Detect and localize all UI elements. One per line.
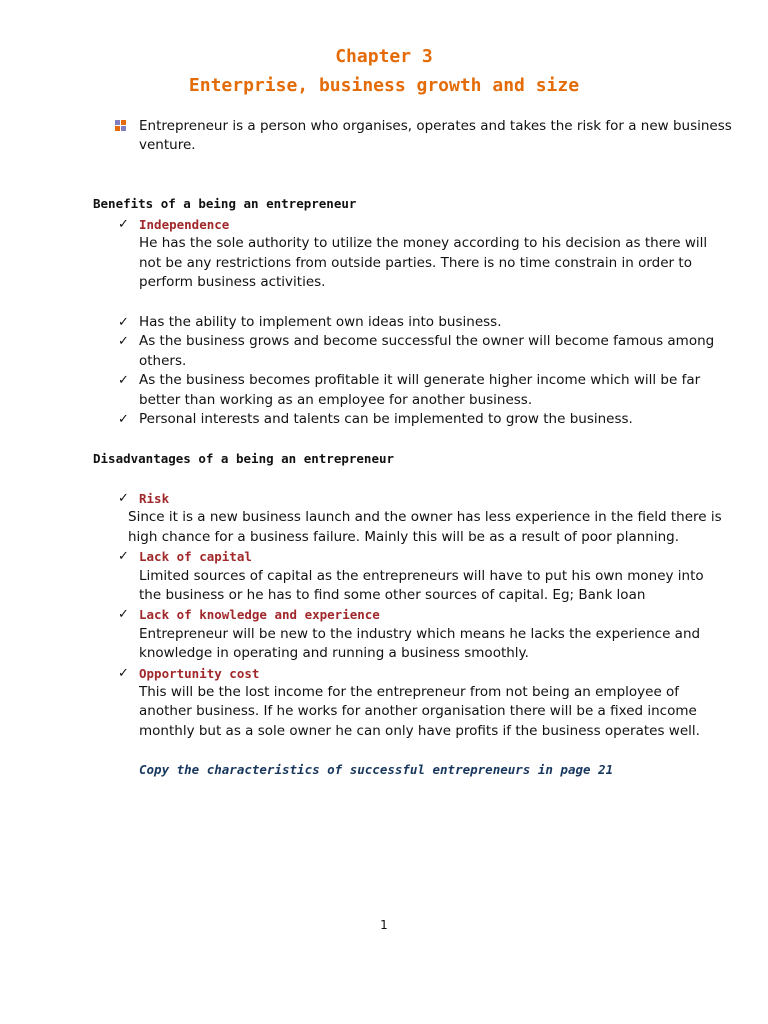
checkmark-icon: ✓ xyxy=(118,607,129,623)
disadvantages-heading: Disadvantages of a being an entrepreneur xyxy=(93,451,395,466)
puzzle-bullet-icon xyxy=(115,120,126,131)
item-text: This will be the lost income for the entrepreneur from not being an employee of another business. If he works for another organisation there will be a fixed income monthly but as a sole owner he can only have profits if the business operates well. xyxy=(139,684,700,739)
item-title: Lack of knowledge and experience xyxy=(139,607,380,623)
item-text: Entrepreneur will be new to the industry which means he lacks the experience and knowledge in operating and running a business smoothly. xyxy=(139,625,701,662)
instruction-note: Copy the characteristics of successful entrepreneurs in page 21 xyxy=(139,762,614,777)
chapter-number: Chapter 3 xyxy=(335,46,433,67)
checkmark-icon: ✓ xyxy=(118,549,129,565)
list-item xyxy=(118,215,728,293)
checkmark-icon: ✓ xyxy=(118,315,129,330)
checkmark-icon: ✓ xyxy=(118,491,129,506)
list-item xyxy=(118,664,728,742)
list-item xyxy=(118,410,728,429)
intro-bullet xyxy=(115,117,735,156)
item-text: Since it is a new business launch and the owner has less experience in the field there is high chance for a business failure. Mainly this will be as a result of poor planning. xyxy=(128,509,722,545)
item-text: He has the sole authority to utilize the money according to his decision as there will not be any restrictions from outside parties. There is no time constrain in order to perform business activities. xyxy=(139,235,708,291)
list-item xyxy=(118,332,728,371)
intro-text: Entrepreneur is a person who organises, operates and takes the risk for a new business venture. xyxy=(139,118,732,154)
list-item xyxy=(118,605,728,663)
page-number: 1 xyxy=(380,918,388,932)
item-text: As the business grows and become successful the owner will become famous among others. xyxy=(139,333,715,369)
checkmark-icon: ✓ xyxy=(118,412,129,428)
benefits-independence-list xyxy=(118,215,728,293)
item-text: Personal interests and talents can be implemented to grow the business. xyxy=(139,411,633,428)
list-item xyxy=(118,313,728,332)
checkmark-icon: ✓ xyxy=(118,373,129,389)
checkmark-icon: ✓ xyxy=(118,665,129,681)
item-title: Lack of capital xyxy=(139,549,252,565)
item-title: Independence xyxy=(139,217,230,232)
chapter-title: Enterprise, business growth and size xyxy=(188,75,580,96)
item-title: Risk xyxy=(139,491,170,506)
item-title: Opportunity cost xyxy=(139,665,260,681)
list-item xyxy=(118,489,728,547)
benefits-list xyxy=(118,313,728,429)
benefits-heading: Benefits of a being an entrepreneur xyxy=(93,196,357,211)
item-text: As the business becomes profitable it will generate higher income which will be far better than working as an employee for another business. xyxy=(139,372,701,408)
checkmark-icon: ✓ xyxy=(118,334,129,350)
list-item xyxy=(118,547,728,605)
item-text: Has the ability to implement own ideas into business. xyxy=(139,314,502,330)
item-text: Limited sources of capital as the entrepreneurs will have to put his own money into the business or he has to find some other sources of capital. Eg; Bank loan xyxy=(139,567,704,604)
disadvantages-list xyxy=(118,489,728,741)
list-item xyxy=(118,371,728,410)
checkmark-icon: ✓ xyxy=(118,217,129,232)
